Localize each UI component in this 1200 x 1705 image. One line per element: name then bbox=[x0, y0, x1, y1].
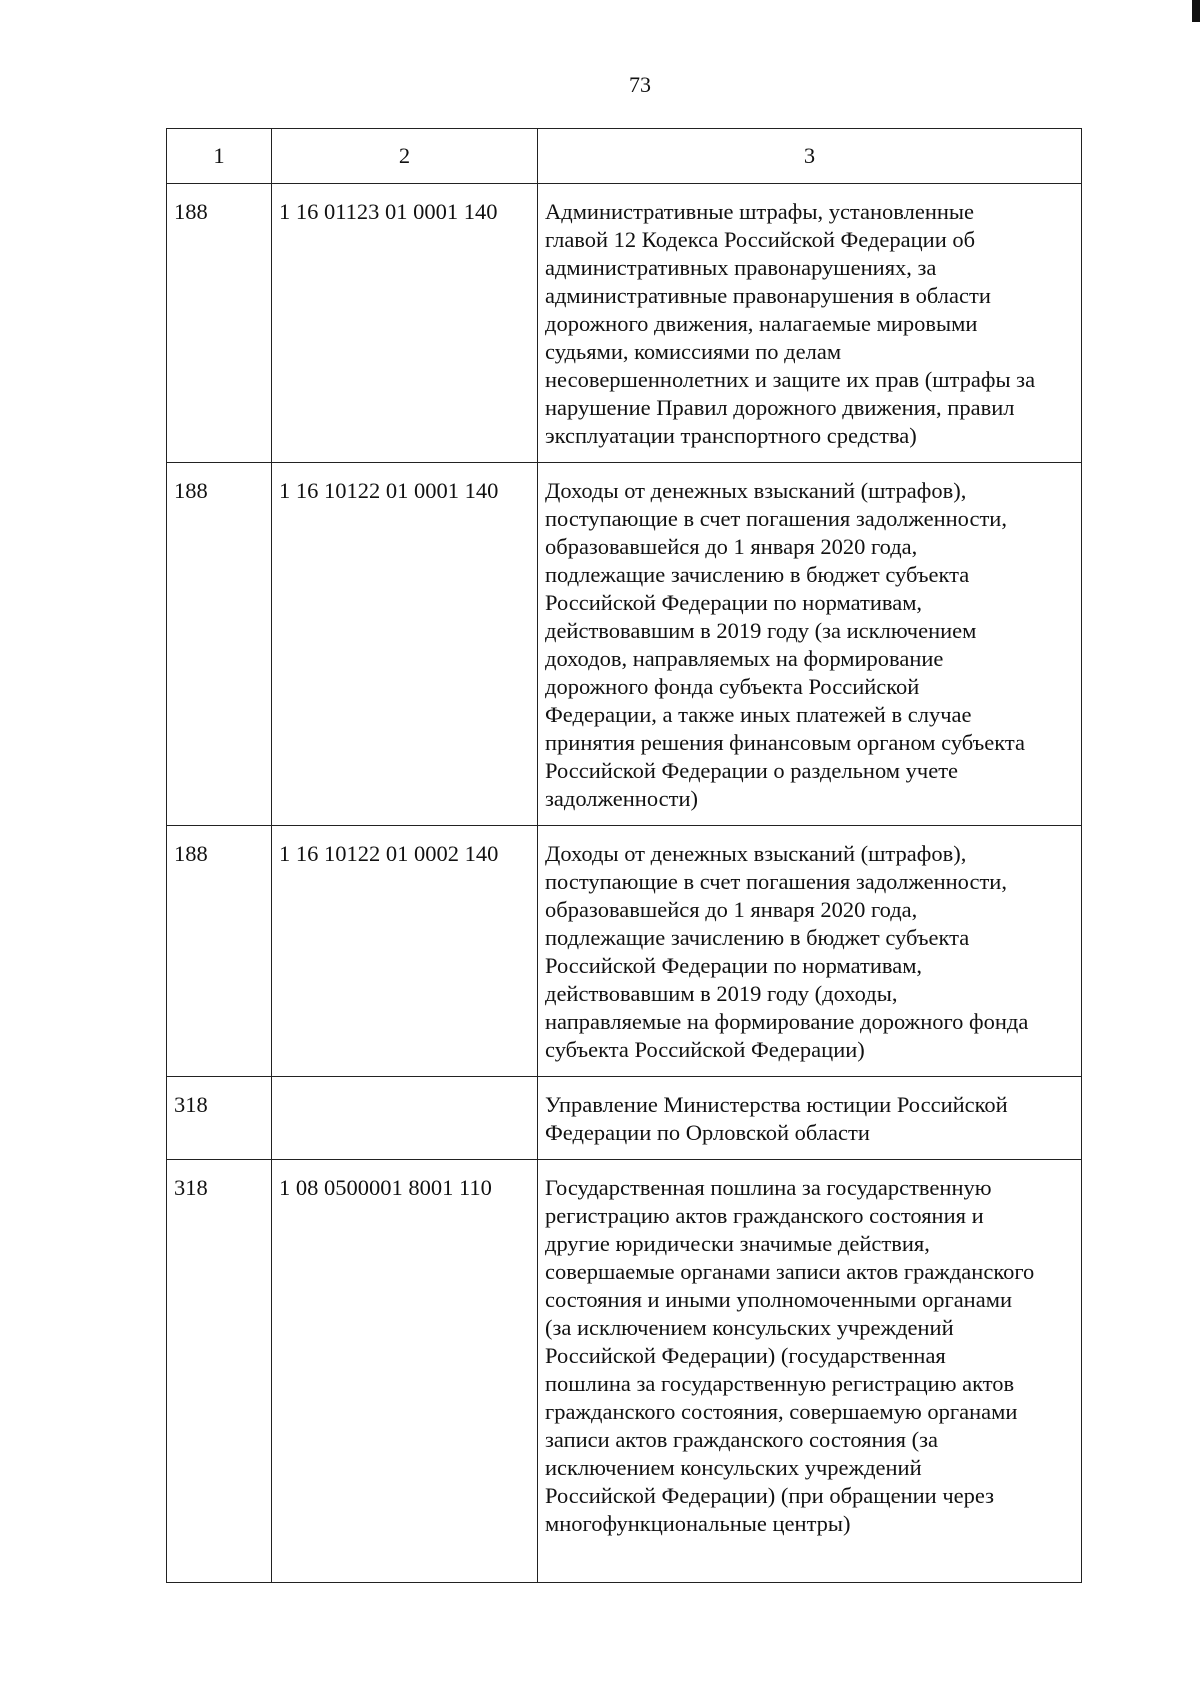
description-cell: Административные штрафы, установленные главой 12 Кодекса Российской Федерации об административных правонарушениях, за административные правонарушения в области дорожного движения, налагаемые мировыми судьями, комиссиями по делам несовершеннолетних и защите их прав (штрафы за нарушение Правил дорожного движения, правил эксплуатации транспортного средства) bbox=[538, 184, 1082, 463]
admin-code-cell: 188 bbox=[167, 826, 272, 1077]
column-header-2: 2 bbox=[272, 129, 538, 184]
admin-code-cell: 318 bbox=[167, 1160, 272, 1583]
scan-edge-mark bbox=[1192, 0, 1200, 22]
kbk-code-cell: 1 16 10122 01 0001 140 bbox=[272, 463, 538, 826]
page-number: 73 bbox=[629, 72, 651, 97]
column-header-3: 3 bbox=[538, 129, 1082, 184]
admin-code-cell: 188 bbox=[167, 184, 272, 463]
admin-code-cell: 318 bbox=[167, 1077, 272, 1160]
kbk-code-cell bbox=[272, 1077, 538, 1160]
table-row bbox=[167, 1077, 1082, 1160]
description-cell: Доходы от денежных взысканий (штрафов), поступающие в счет погашения задолженности, образовавшейся до 1 января 2020 года, подлежащие зачислению в бюджет субъекта Российской Федерации по нормативам, действовавшим в 2019 году (доходы, направляемые на формирование дорожного фонда субъекта Российской Федерации) bbox=[538, 826, 1082, 1077]
table-row bbox=[167, 184, 1082, 463]
table-row bbox=[167, 1160, 1082, 1583]
budget-classification-table bbox=[166, 128, 1082, 1583]
table-header-row bbox=[167, 129, 1082, 184]
kbk-code-cell: 1 16 10122 01 0002 140 bbox=[272, 826, 538, 1077]
table-row bbox=[167, 463, 1082, 826]
table-row bbox=[167, 826, 1082, 1077]
kbk-code-cell: 1 08 0500001 8001 110 bbox=[272, 1160, 538, 1583]
description-cell: Доходы от денежных взысканий (штрафов), поступающие в счет погашения задолженности, образовавшейся до 1 января 2020 года, подлежащие зачислению в бюджет субъекта Российской Федерации по нормативам, действовавшим в 2019 году (за исключением доходов, направляемых на формирование дорожного фонда субъекта Российской Федерации, а также иных платежей в случае принятия решения финансовым органом субъекта Российской Федерации о раздельном учете задолженности) bbox=[538, 463, 1082, 826]
description-cell: Государственная пошлина за государственную регистрацию актов гражданского состояния и другие юридически значимые действия, совершаемые органами записи актов гражданского состояния и иными уполномоченными органами (за исключением консульских учреждений Российской Федерации) (государственная пошлина за государственную регистрацию актов гражданского состояния, совершаемую органами записи актов гражданского состояния (за исключением консульских учреждений Российской Федерации) (при обращении через многофункциональные центры) bbox=[538, 1160, 1082, 1583]
description-cell: Управление Министерства юстиции Российской Федерации по Орловской области bbox=[538, 1077, 1082, 1160]
kbk-code-cell: 1 16 01123 01 0001 140 bbox=[272, 184, 538, 463]
admin-code-cell: 188 bbox=[167, 463, 272, 826]
column-header-1: 1 bbox=[167, 129, 272, 184]
